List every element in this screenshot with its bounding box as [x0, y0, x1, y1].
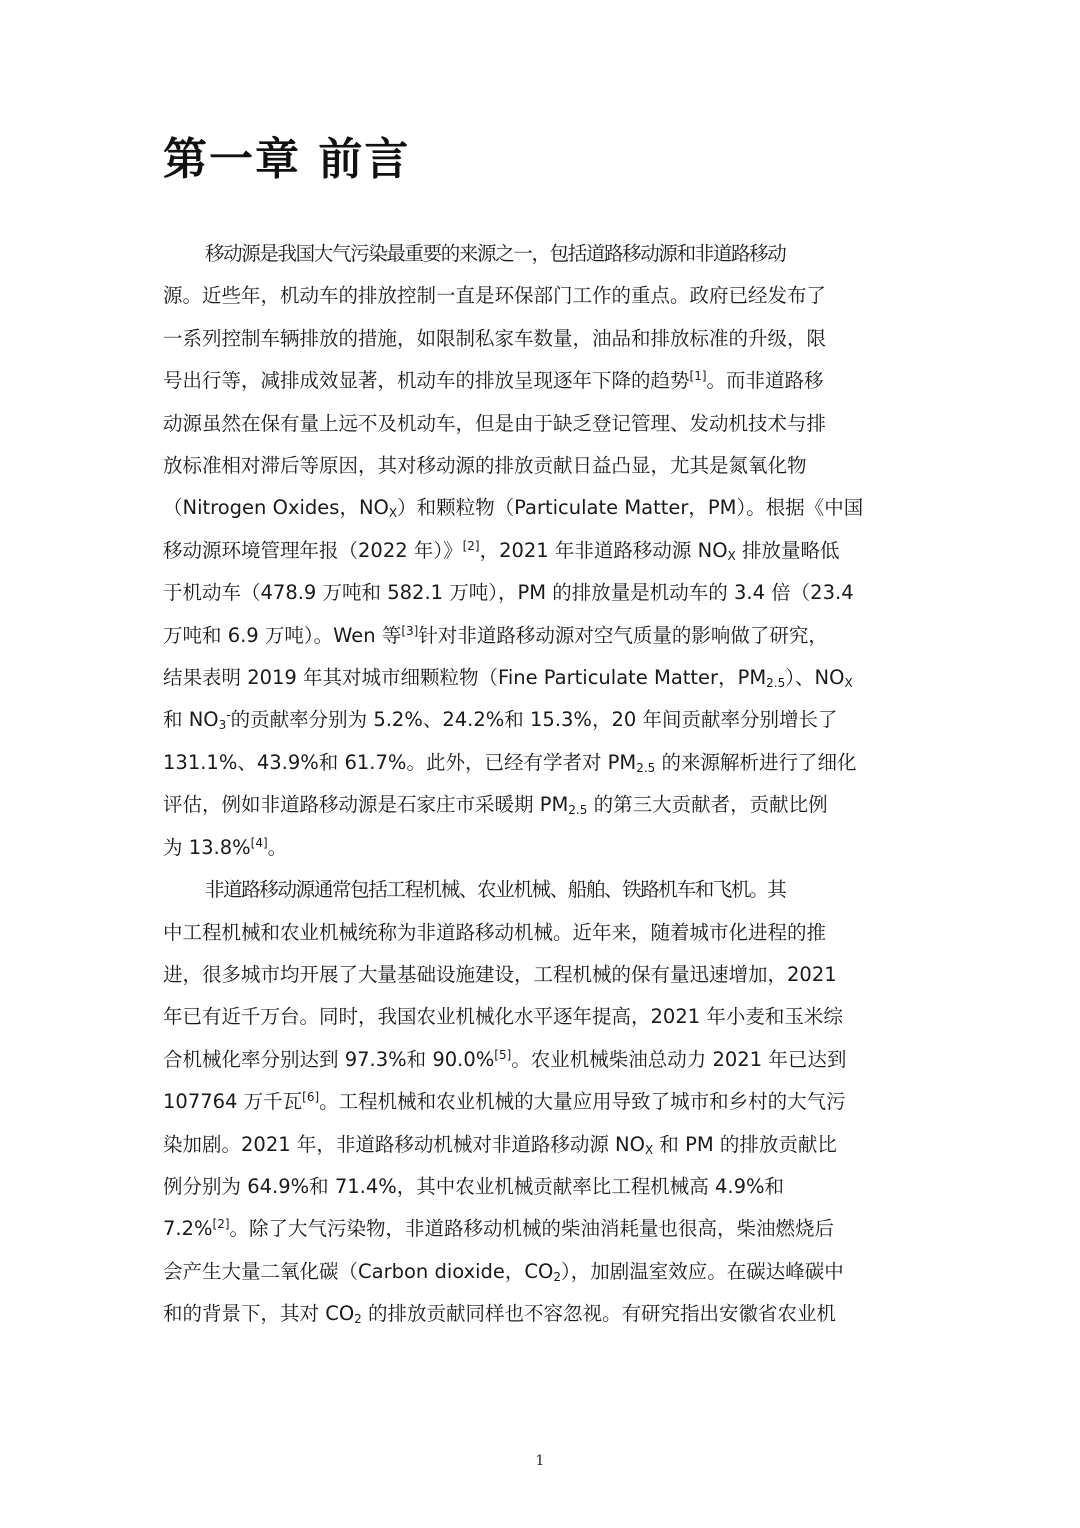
text-segment: 7.2%	[163, 1217, 213, 1241]
subscript: X	[727, 548, 736, 563]
text-segment: 的来源解析进行了细化	[655, 750, 857, 774]
text-line	[163, 318, 923, 360]
text-line	[163, 784, 923, 826]
text-line	[163, 615, 923, 657]
text-segment: 为 13.8%	[163, 835, 251, 859]
superscript: [2]	[212, 1217, 230, 1232]
text-line	[163, 1293, 923, 1335]
text-segment: 中工程机械和农业机械统称为非道路移动机械。近年来，随着城市化进程的推	[163, 920, 827, 944]
text-segment: 进，很多城市均开展了大量基础设施建设，工程机械的保有量迅速增加，2021	[163, 962, 837, 986]
text-segment: ，2021 年非道路移动源 NO	[479, 538, 728, 562]
text-line	[163, 1081, 923, 1123]
text-segment: ）和颗粒物（Particulate Matter，PM）。根据《中国	[397, 496, 864, 520]
text-line	[163, 233, 923, 275]
superscript: [3]	[401, 623, 419, 638]
text-segment: 染加剧。2021 年，非道路移动机械对非道路移动源 NO	[163, 1132, 645, 1156]
text-segment: 的贡献率分别为 5.2%、24.2%和 15.3%，20 年间贡献率分别增长了	[230, 708, 838, 732]
text-line	[163, 699, 923, 741]
subscript: 2	[553, 1269, 562, 1284]
text-line	[163, 445, 923, 487]
superscript: [5]	[494, 1047, 512, 1062]
text-segment: 。工程机械和农业机械的大量应用导致了城市和乡村的大气污	[319, 1090, 846, 1114]
text-segment: 和的背景下，其对 CO	[163, 1302, 355, 1326]
text-segment: 。	[267, 835, 288, 859]
text-segment: 的排放贡献同样也不容忽视。有研究指出安徽省农业机	[361, 1302, 837, 1326]
subscript: X	[644, 1142, 654, 1157]
text-segment: 。而非道路移	[706, 369, 824, 393]
subscript: 2.5	[568, 803, 588, 818]
text-segment: 和 PM 的排放贡献比	[653, 1132, 837, 1156]
subscript: X	[844, 676, 853, 691]
text-line	[163, 996, 923, 1038]
text-segment: （Nitrogen Oxides，NO	[163, 496, 389, 520]
text-segment: 万吨和 6.9 万吨）。Wen 等	[163, 623, 402, 647]
text-segment: 会产生大量二氧化碳（Carbon dioxide，CO	[163, 1259, 554, 1283]
subscript: 2.5	[766, 676, 786, 691]
subscript: 2	[354, 1312, 362, 1327]
text-segment: 和 NO	[163, 708, 219, 732]
superscript: -	[226, 708, 231, 723]
text-segment: 一系列控制车辆排放的措施，如限制私家车数量，油品和排放标准的升级，限	[163, 326, 827, 350]
text-segment: 号出行等，减排成效显著，机动车的排放呈现逐年下降的趋势	[163, 369, 690, 393]
superscript: [2]	[462, 538, 480, 553]
text-segment: 排放量略低	[735, 538, 840, 562]
paragraph	[163, 869, 923, 1335]
text-line	[163, 869, 923, 911]
text-segment: 。农业机械柴油总动力 2021 年已达到	[511, 1047, 847, 1071]
chapter-title: 第一章 前言	[163, 134, 411, 185]
text-segment: 针对非道路移动源对空气质量的影响做了研究，	[418, 623, 828, 647]
text-line	[163, 572, 923, 614]
text-line	[163, 827, 923, 869]
text-segment: 例分别为 64.9%和 71.4%，其中农业机械贡献率比工程机械高 4.9%和	[163, 1174, 785, 1198]
text-line	[163, 360, 923, 402]
text-segment: 移动源环境管理年报（2022 年）》	[163, 538, 463, 562]
text-segment: 的第三大贡献者，贡献比例	[587, 793, 828, 817]
text-line	[163, 1124, 923, 1166]
text-line	[163, 1166, 923, 1208]
paragraph	[163, 233, 923, 869]
superscript: [6]	[302, 1090, 320, 1105]
text-line	[163, 275, 923, 317]
superscript: [1]	[689, 369, 707, 384]
text-segment: 结果表明 2019 年其对城市细颗粒物（Fine Particulate Matter，PM	[163, 666, 767, 690]
subscript: 2.5	[636, 760, 656, 775]
text-line	[163, 954, 923, 996]
text-segment: 131.1%、43.9%和 61.7%。此外，已经有学者对 PM	[163, 750, 637, 774]
text-line	[163, 1039, 923, 1081]
text-segment: ）、NO	[785, 666, 845, 690]
text-line	[163, 530, 923, 572]
text-segment: 放标准相对滞后等原因，其对移动源的排放贡献日益凸显，尤其是氮氧化物	[163, 454, 807, 478]
text-line	[163, 403, 923, 445]
text-segment: 移动源是我国大气污染最重要的来源之一，包括道路移动源和非道路移动	[205, 242, 786, 265]
text-segment: 源。近些年，机动车的排放控制一直是环保部门工作的重点。政府已经发布了	[163, 284, 827, 308]
text-line	[163, 657, 923, 699]
body-text	[163, 233, 923, 1336]
text-segment: 评估，例如非道路移动源是石家庄市采暖期 PM	[163, 793, 569, 817]
text-segment: 于机动车（478.9 万吨和 582.1 万吨），PM 的排放量是机动车的 3.4 倍（23.4	[163, 581, 854, 605]
text-line	[163, 487, 923, 529]
text-line	[163, 912, 923, 954]
superscript: [4]	[250, 835, 268, 850]
page-number: 1	[535, 1453, 545, 1469]
subscript: 3	[218, 718, 227, 733]
text-segment: 年已有近千万台。同时，我国农业机械化水平逐年提高，2021 年小麦和玉米综	[163, 1005, 843, 1029]
text-segment: 动源虽然在保有量上远不及机动车，但是由于缺乏登记管理、发动机技术与排	[163, 411, 827, 435]
subscript: X	[388, 506, 398, 521]
text-segment: ），加剧温室效应。在碳达峰碳中	[561, 1259, 844, 1283]
text-line	[163, 1208, 923, 1250]
text-line	[163, 742, 923, 784]
text-line	[163, 1251, 923, 1293]
text-segment: 107764 万千瓦	[163, 1090, 303, 1114]
text-segment: 。除了大气污染物，非道路移动机械的柴油消耗量也很高，柴油燃烧后	[229, 1217, 835, 1241]
text-segment: 非道路移动源通常包括工程机械、农业机械、船舶、铁路机车和飞机。其	[205, 878, 786, 902]
text-segment: 合机械化率分别达到 97.3%和 90.0%	[163, 1047, 495, 1071]
